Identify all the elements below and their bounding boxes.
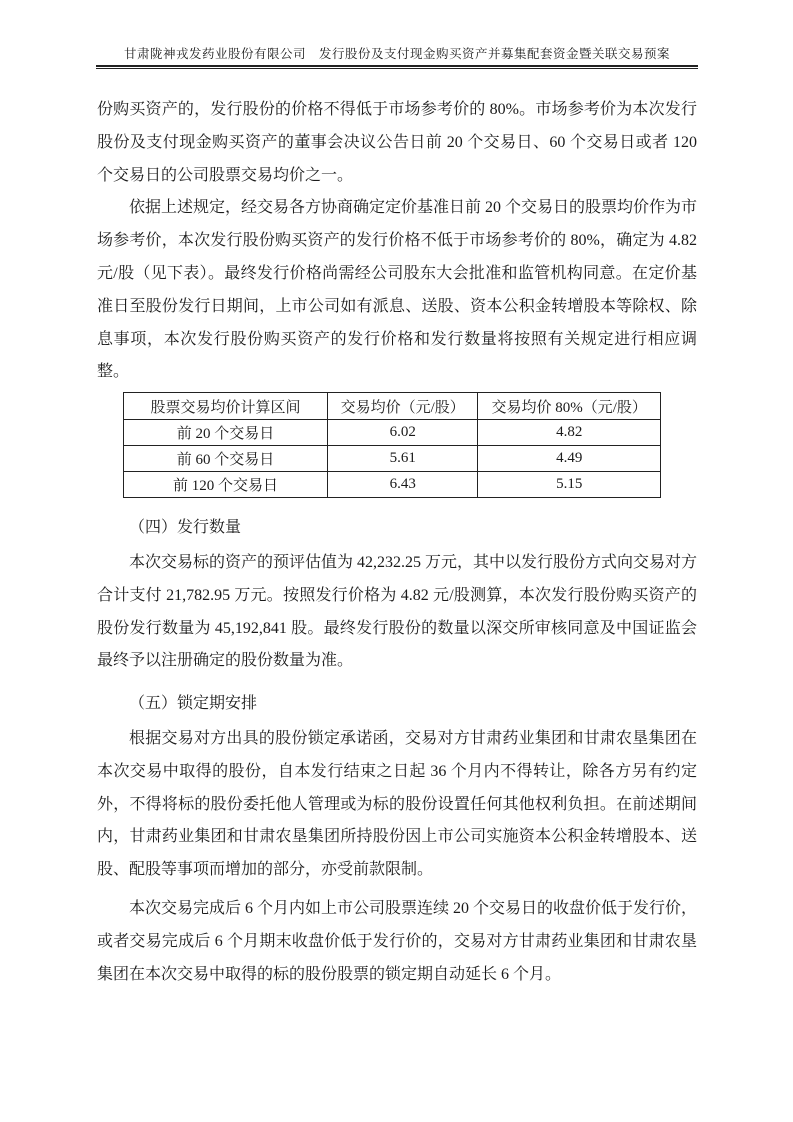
paragraph-lockup: 根据交易对方出具的股份锁定承诺函，交易对方甘肃药业集团和甘肃农垦集团在本次交易中取得的股份，自本发行结束之日起 36 个月内不得转让，除各方另有约定外，不得将标的股份委托他人管理或为标的股份设置任何其他权利负担。在前述期间内，甘肃药业集团和甘肃农垦集团所持股份因上市公司实施资本公积金转增股本、送股、配股等事项而增加的部分，亦受前款限制。	[97, 729, 697, 879]
price-table	[123, 392, 661, 498]
table-header-cell-avg-price-80: 交易均价 80%（元/股）	[478, 393, 661, 420]
paragraph-issue-quantity: 本次交易标的资产的预评估值为 42,232.25 万元，其中以发行股份方式向交易对方合计支付 21,782.95 万元。按照发行价格为 4.82 元/股测算，本次发行股份购买资产的股份发行数量为 45,192,841 股。最终发行股份的数量以深交所审核同意及中国证监会最终予以注册确定的股份数量为准。	[97, 553, 698, 670]
running-header-title: 甘肃陇神戎发药业股份有限公司 发行股份及支付现金购买资产并募集配套资金暨关联交易预案	[123, 47, 670, 61]
table-cell: 4.82	[478, 420, 661, 446]
document-body	[97, 94, 697, 991]
table-header-cell-interval: 股票交易均价计算区间	[124, 393, 328, 420]
paragraph-lockup-extension: 本次交易完成后 6 个月内如上市公司股票连续 20 个交易日的收盘价低于发行价，或者交易完成后 6 个月期末收盘价低于发行价的，交易对方甘肃药业集团和甘肃农垦集团在本次交易中取得的标的股份股票的锁定期自动延长 6 个月。	[97, 899, 698, 983]
table-header-row	[124, 393, 661, 420]
table-cell: 5.61	[328, 446, 478, 472]
paragraph-pricing-basis: 依据上述规定，经交易各方协商确定定价基准日前 20 个交易日的股票均价作为市场参考价，本次发行股份购买资产的发行价格不低于市场参考价的 80%，确定为 4.82 元/股（见下表）。最终发行价格尚需经公司股东大会批准和监管机构同意。在定价基准日至股份发行日期间，上市公司如有派息、送股、资本公积金转增股本等除权、除息事项，本次发行股份购买资产的发行价格和发行数量将按照有关规定进行相应调整。	[97, 199, 698, 381]
table-cell: 4.49	[478, 446, 661, 472]
table-cell: 前 20 个交易日	[124, 420, 328, 446]
table-cell: 5.15	[478, 472, 661, 498]
paragraph-price-floor: 份购买资产的，发行股份的价格不得低于市场参考价的 80%。市场参考价为本次发行股份及支付现金购买资产的董事会决议公告日前 20 个交易日、60 个交易日或者 120 个交易日的公司股票交易均价之一。	[97, 101, 697, 184]
section-heading-lockup: （五）锁定期安排	[129, 695, 258, 713]
section-heading-issue-quantity: （四）发行数量	[129, 519, 242, 537]
table-cell: 前 60 个交易日	[124, 446, 328, 472]
table-cell: 6.43	[328, 472, 478, 498]
header-rule	[96, 65, 698, 69]
running-header	[96, 46, 698, 69]
table-cell: 前 120 个交易日	[124, 472, 328, 498]
table-cell: 6.02	[328, 420, 478, 446]
table-row	[124, 472, 661, 498]
table-row	[124, 446, 661, 472]
table-row	[124, 420, 661, 446]
table-header-cell-avg-price: 交易均价（元/股）	[328, 393, 478, 420]
